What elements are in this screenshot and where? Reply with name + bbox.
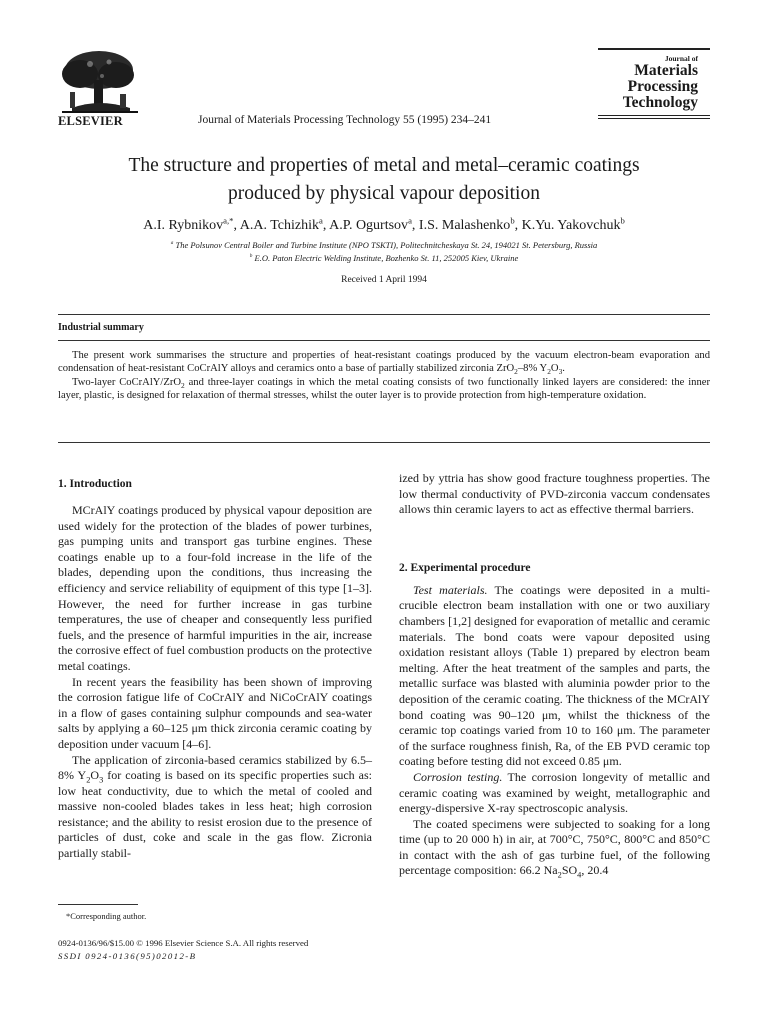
author-separator: ,: [233, 218, 240, 233]
journal-logo-line3: Technology: [622, 94, 698, 111]
article-title: [40, 152, 728, 208]
author-name: A.P. Ogurtsov: [329, 218, 409, 233]
publisher-name: ELSEVIER: [58, 114, 123, 128]
section-heading-introduction: 1. Introduction: [58, 478, 132, 490]
divider: [58, 314, 710, 315]
body-paragraph: The coated specimens were subjected to soaking for a long time (up to 20 000 h) in air, at 700°C, 750°C, 800°C and 850°C in contact with the ash of gas turbine fuel, of the following percentage composition: 66.2 $Na_2SO_4$, 20.4: [399, 816, 710, 880]
ssdi-line: SSDI 0924-0136(95)02012-B: [58, 951, 197, 961]
body-paragraph: ized by yttria has show good fracture toughness properties. The low thermal conductivity of PVD-zirconia vaccum condensates allows thin ceramic layers to act as effective thermal barriers.: [399, 471, 710, 517]
tree-icon: [54, 48, 144, 114]
affiliation-a: [40, 240, 728, 250]
affiliation-b: [40, 253, 728, 263]
divider: [58, 442, 710, 443]
body-paragraph: MCrAlY coatings produced by physical vapour deposition are used widely for the protection of the blades of power turbines, gas pumping units and transport gas turbine engines. These coatings enable up to a four-fold increase in the life of the blades, depending upon the conditions, thus increasing the efficiency and service reliability of equipment of this type [1–3]. However, the need for further increase in gas turbine temperatures, the use of cheaper and consequently less purified fuels, and the presence of harmful impurities in the air, increase the corrosive effect of fuel combustion products on the protective metal coatings.: [58, 503, 373, 673]
author-mark: a: [408, 215, 412, 226]
author-separator: ,: [514, 218, 522, 233]
author-mark: b: [510, 215, 515, 226]
author-mark: a: [319, 215, 323, 226]
left-column: [58, 503, 372, 862]
affiliation-mark: b: [249, 253, 253, 260]
journal-logo-line1: Materials: [634, 62, 698, 79]
received-date: Received 1 April 1994: [341, 275, 427, 285]
footnote-divider: [58, 904, 138, 905]
body-paragraph: In recent years the feasibility has been shown of improving the corrosion fatigue life of CoCrAlY and NiCoCrAlY coatings in a flow of gases containing sulphur compounds and sea-water salts by applying a 60–125 μm thick zirconia ceramic coating by deposition under vacuum [4–6].: [58, 674, 372, 751]
body-paragraph: The application of zirconia-based ceramics stabilized by 6.5–8% $Y_2O_3$ for coating is based on its specific properties such as: low heat conductivity, due to which the metal of cooled and massive non-cooled blades takes in less heat; high corrosion resistance; and the ability to resist erosion due to the presence of particles of dust, coke and scale in the gas flow. Zicronia partially stabil-: [58, 752, 372, 861]
summary-paragraph: The present work summarises the structure and properties of heat-resistant coatings produced by the vacuum electron-beam evaporation and condensation of heat-resistant CoCrAlY alloys and ceramics onto a base of partially stabilized zirconia ZrO$_2$–8% $Y_2O_3$.: [58, 350, 710, 377]
journal-logo-line2: Processing: [627, 78, 698, 95]
issn-line: 0924-0136/96/$15.00 © 1996 Elsevier Science S.A. All rights reserved: [58, 938, 309, 948]
body-paragraph: Corrosion testing. The corrosion longevity of metallic and ceramic coating was examined by weight, metallographic and energy-dispersive X-ray spectroscopic analysis.: [399, 769, 711, 816]
footnote: *Corresponding author.: [66, 911, 147, 921]
summary-body: [58, 349, 710, 403]
author-name: A.A. Tchizhik: [239, 218, 319, 233]
divider: [58, 340, 710, 341]
author-mark: b: [620, 215, 625, 226]
author-mark: a,*: [223, 215, 234, 226]
journal-citation: Journal of Materials Processing Technology 55 (1995) 234–241: [198, 114, 492, 126]
affiliation-text: The Polsunov Central Boiler and Turbine Institute (NPO TSKTI), Politechnitcheskaya St. 24, 194021 St. Petersburg, Russia: [175, 240, 598, 250]
summary-heading: Industrial summary: [58, 322, 144, 333]
author-name: A.I. Rybnikov: [143, 218, 224, 233]
affiliation-text: E.O. Paton Electric Welding Institute, Bozhenko St. 11, 252005 Kiev, Ukraine: [254, 253, 519, 263]
right-column: [399, 471, 710, 879]
author-separator: ,: [322, 218, 330, 233]
author-list: [40, 215, 728, 234]
author-separator: ,: [411, 218, 419, 233]
summary-paragraph: Two-layer CoCrAlY/ZrO$_2$ and three-layer coatings in which the metal coating consists of two functionally linked layers are considered: the inner layer, plastic, is designed for relaxation of thermal stresses, whilst the outer layer is to provide protection from high-temperature oxidation.: [58, 376, 710, 402]
article-title-line2: produced by physical vapour deposition: [228, 183, 540, 204]
copyright-block: [58, 937, 308, 963]
author-name: K.Yu. Yakovchuk: [521, 218, 621, 233]
article-title-line1: The structure and properties of metal and metal–ceramic coatings: [128, 155, 640, 176]
section-heading-experimental: 2. Experimental procedure: [399, 562, 531, 574]
author-name: I.S. Malashenko: [418, 218, 511, 233]
journal-logo: [598, 48, 710, 119]
body-paragraph: Test materials. The coatings were deposited in a multi-crucible electron beam installation with one or two auxiliary chambers [1,2] designed for evaporation of metallic and ceramic materials. The bond coats were vapour deposited using oxidation resistant alloys (Table 1) prepared by electron beam melting. After the heat treatment of the samples and parts, the metallic surface was blasted with aluminia powder prior to the deposition of the ceramic coating. The thickness of the MCrAlY bond coating was 90–120 μm, whilst the thickness of the ceramic top coatings varied from 10 to 160 μm. The parameter of the surface roughness finish, Ra, of the EB PVD ceramic top coating before testing did not exceed 0.85 μm.: [399, 582, 710, 769]
affiliation-mark: a: [170, 240, 174, 247]
journal-logo-small: Journal of: [664, 54, 698, 63]
